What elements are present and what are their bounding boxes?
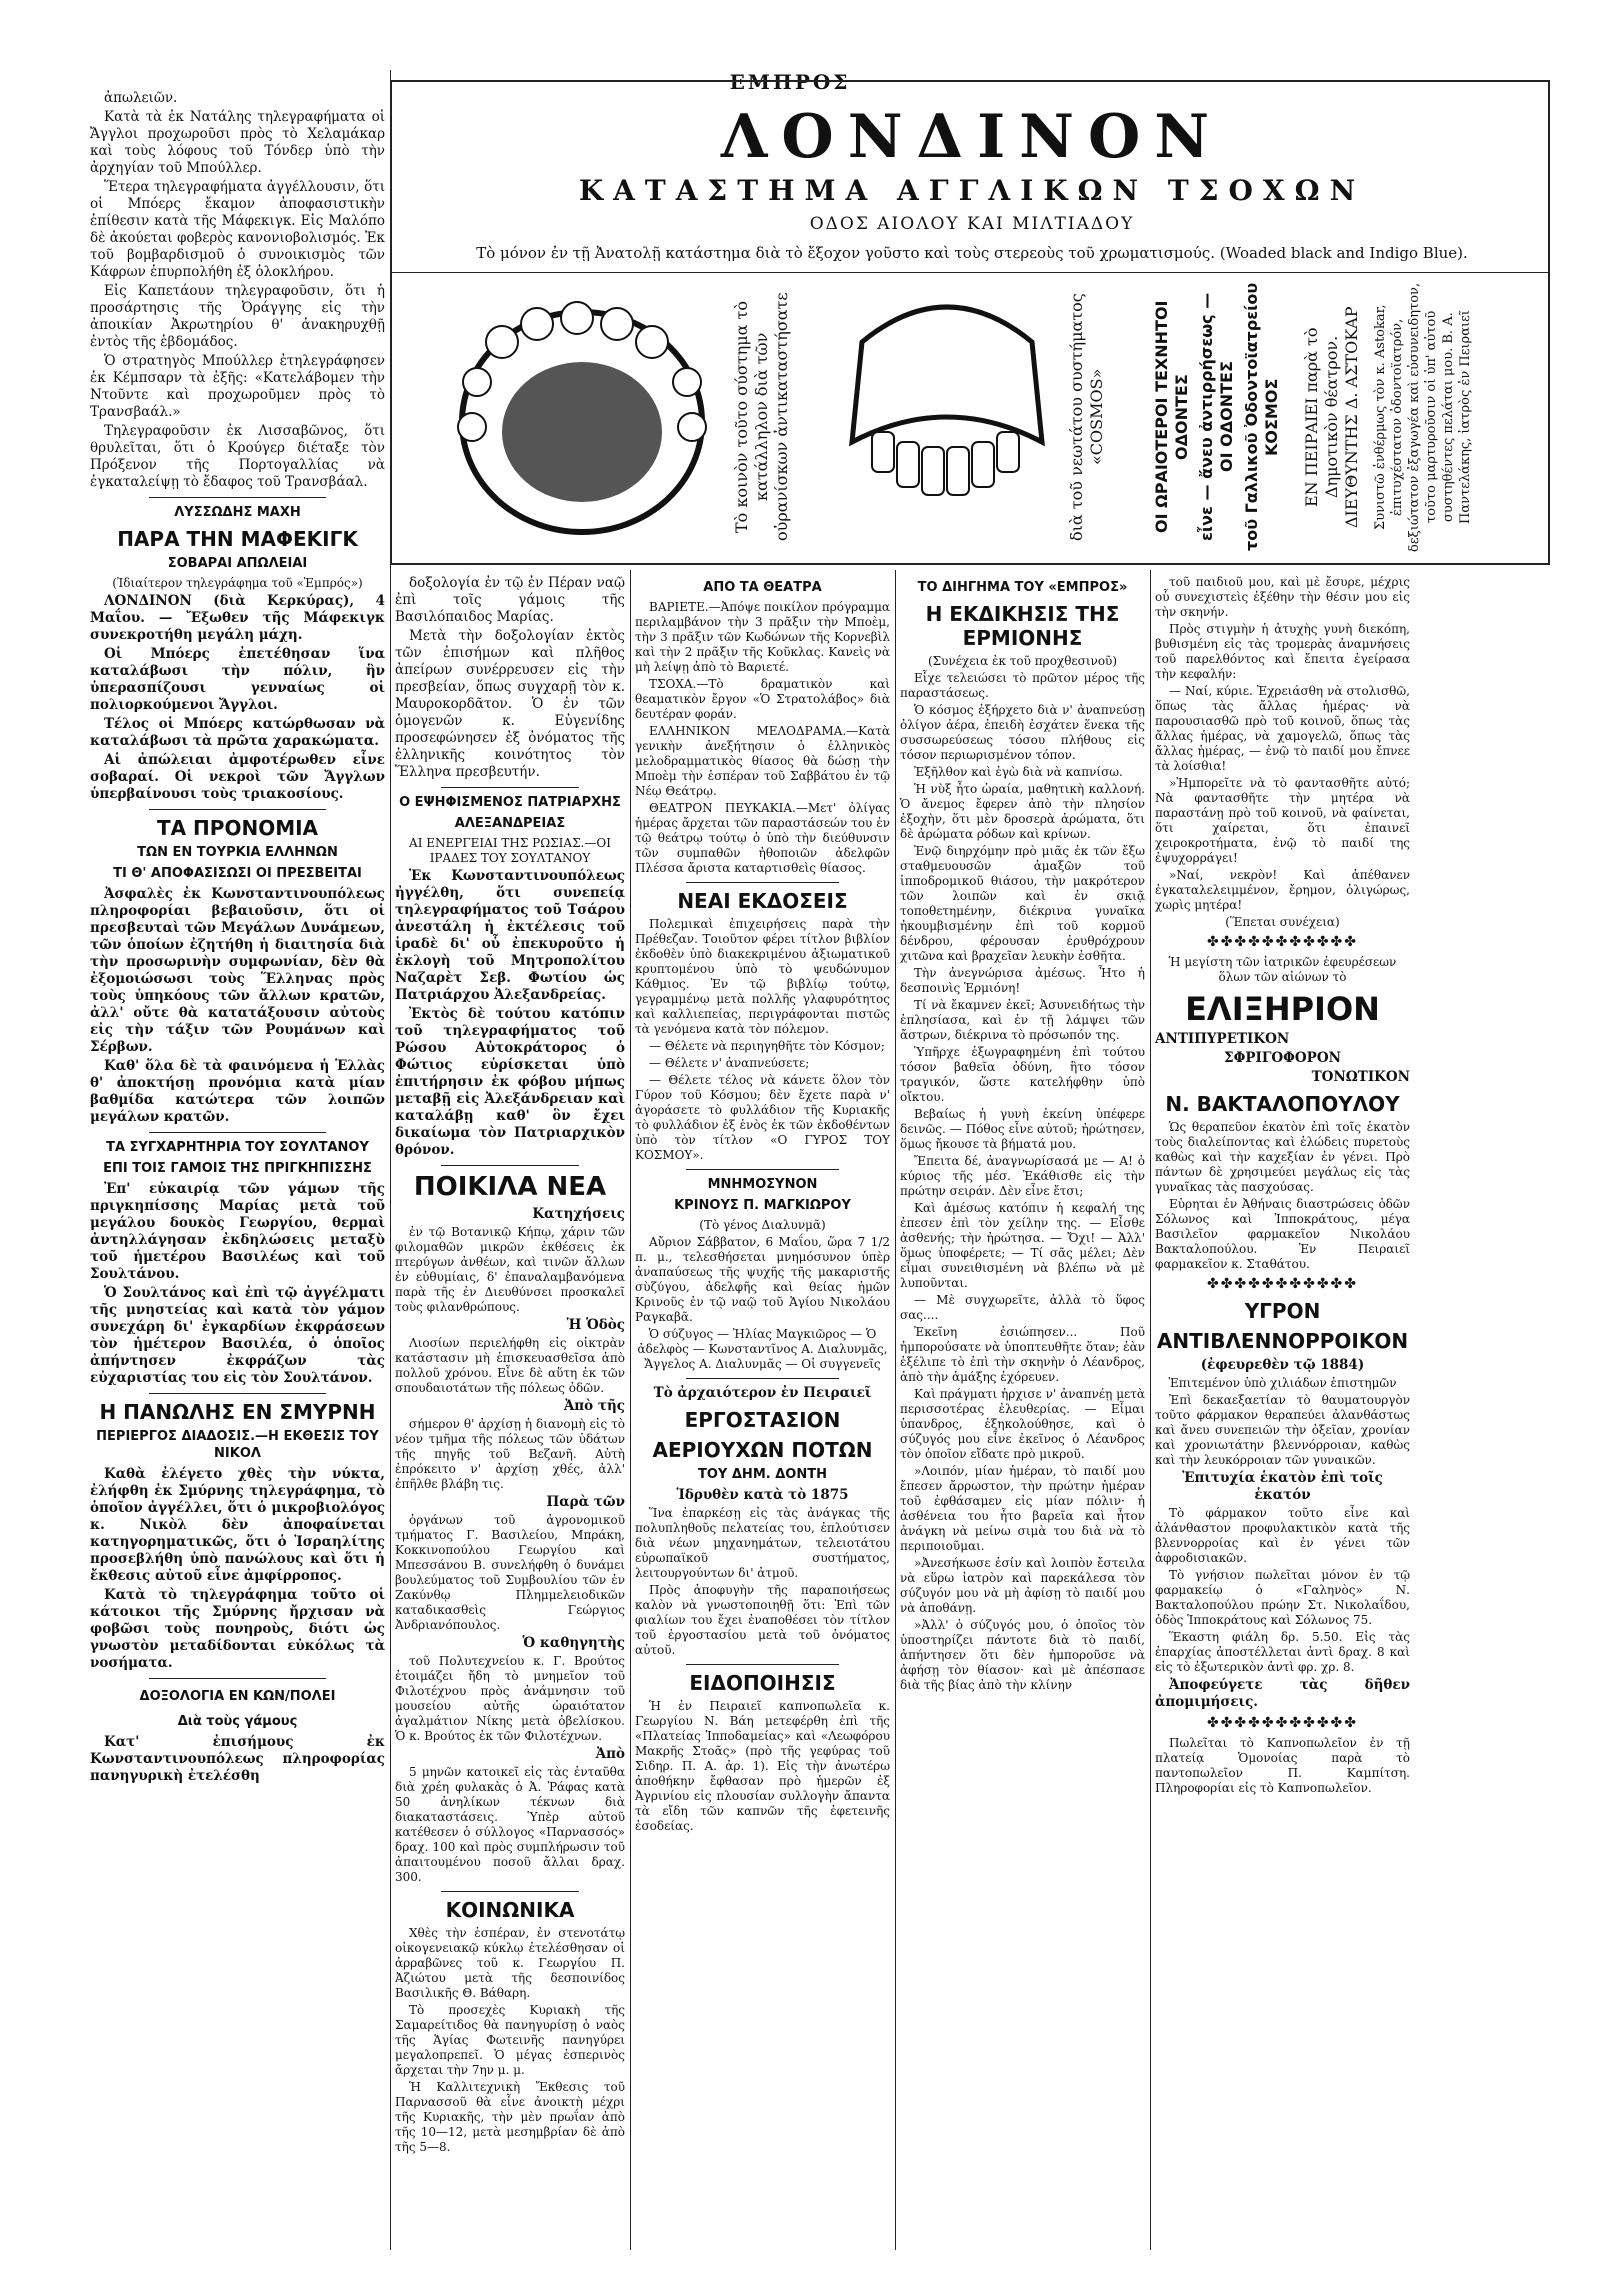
col3-p6: — Θέλετε νὰ περιηγηθῆτε τὸν Κόσμον; [649, 1039, 885, 1053]
col2-p7: σήμερον θ' ἀρχίσῃ ἡ διανομὴ εἰς τὸ νέον τμῆμα τῆς πόλεως τῶν ὑδάτων τῆς πηγῆς τοῦ Βεζανῆ. Αὐτὴ ἐπρόκειτο ν' ἀρχίσῃ χθές, ἀλλ' ἐπῆλθε βλάβη τις. [395, 1417, 625, 1491]
sub-heading-6: Ἀπὸ [595, 1746, 625, 1762]
heading-pronomia-3: ΤΙ Θ' ΑΠΟΦΑΣΙΣΩΣΙ ΟΙ ΠΡΕΣΒΕΙΤΑΙ [113, 866, 362, 881]
sub-heading-1: Κατηχήσεις [532, 1206, 625, 1222]
story-continued: (Συνέχεια ἐκ τοῦ προχθεσινοῦ) [927, 654, 1118, 668]
heading-nees-ekdoseis: ΝΕΑΙ ΕΚΔΟΣΕΙΣ [677, 889, 848, 913]
heading-diigima: ΤΟ ΔΙΗΓΗΜΑ ΤΟΥ «ΕΜΠΡΟΣ» [917, 580, 1128, 595]
separator [686, 882, 839, 883]
col3-p7: — Θέλετε ν' ἀναπνεύσετε; [649, 1056, 810, 1070]
col2-p6: Λιοσίων περιελήφθη εἰς οἰκτρὰν κατάστασιν μὴ ἐπισκευασθεῖσα ἀπὸ πολλοῦ χρόνου. Εἶνε δὲ αὕτη ἐκ τῶν σπουδαιοτάτων τῆς πόλεως ὁδῶν. [395, 1336, 625, 1395]
col5-p9: Ἐπὶ δεκαεξαετίαν τὸ θαυματουργὸν τοῦτο φάρμακον θεραπεύει ἀλανθάστως καὶ ἄνευ συνεπειῶν τὴν ὀξεῖαν, χρονίαν καὶ χρονιωτάτην βλεννόρροιαν, καθὼς καὶ τὴν λευκόρροιαν τῶν γυναικῶν. [1155, 1393, 1410, 1467]
separator [149, 1678, 326, 1679]
column-rule [630, 570, 631, 2250]
heading-ergostasion-5: Ἱδρυθὲν κατὰ τὸ 1875 [676, 1487, 849, 1503]
col5-p4: »Ἠμπορεῖτε νὰ τὸ φαντασθῆτε αὐτό; Νὰ φαντασθῆτε τὴν μητέρα νὰ παραστάνῃ πρὸ τοῦ κοινοῦ, νὰ φαίνεται, ὅτι χαίρεται, ὅτι ἐπαινεῖ χειροκροτήματα, ἐνῷ τὸ παιδί της ἐψυχορράγει! [1155, 776, 1410, 865]
elixirion-intro: Ἡ μεγίστη τῶν ἰατρικῶν ἐφευρέσεων ὅλων τῶν αἰώνων τὸ [1168, 955, 1397, 984]
col4-p12: — Μὲ συγχωρεῖτε, ἀλλὰ τὸ ὕφος σας.... [900, 1293, 1145, 1322]
col3-p8: — Θέλετε τέλος νὰ κάνετε ὅλον τὸν Γύρον τοῦ Κόσμου; δὲν ἔχετε παρὰ ν' ἀγοράσετε τὸ φυλλάδιον τῆς Κυριακῆς τὸ φυλλάδιον ἐξ ἑνὸς ἐκ τῶν ἐκδοθέντων ὑπὸ τὸν τίτλον «Ο ΓΥΡΟΣ ΤΟΥ ΚΟΣΜΟΥ». [635, 1073, 890, 1162]
column-5 [1155, 575, 1410, 2250]
separator [686, 1378, 839, 1379]
col4-p2: Ὁ κόσμος ἐξήρχετο διὰ ν' ἀναπνεύσῃ ὀλίγον ἀέρα, ἐπειδὴ ἐσχάτεν ἕνεκα τῆς συσσωρεύσεως τόσου πλήθους εἰς τόσον περιωρισμένον τόπον. [900, 703, 1145, 762]
newspaper-page [90, 70, 1550, 2250]
separator [149, 497, 326, 498]
heading-mache-1: ΛΥΣΣΩΔΗΣ ΜΑΧΗ [174, 505, 301, 520]
col1-p4: Εἰς Καπετάουν τηλεγραφοῦσιν, ὅτι ἡ προσάρτησις τῆς Ὀράγγης εἰς τὴν ἀποικίαν Ἀκρωτηρίου θ' ἀνακηρυχθῇ ἐντὸς τῆς ἑβδομάδος. [90, 283, 385, 350]
dental-text-4: εἶνε — ἄνευ ἀντιρρήσεως — ΟΙ ΟΔΟΝΤΕΣ [1197, 292, 1236, 542]
col1-p6: Τηλεγραφοῦσιν ἐκ Λισσαβῶνος, ὅτι θρυλεῖται, ὅτι ὁ Κρούγερ διέταξε τὸν Πρόξενον τῆς Πορτογαλλίας νὰ ἐγκαταλείψῃ τὸ ἔδαφος τοῦ Τρανσβάαλ. [90, 423, 385, 490]
col2-p11: Χθὲς τὴν ἑσπέραν, ἐν στενοτάτῳ οἰκογενειακῷ κύκλῳ ἐτελέσθησαν οἱ ἀρραβῶνες τοῦ κ. Γεωργίου Π. Ἀζιώτου μετὰ τῆς δεσποινίδος Βασιλικῆς Θ. Βάθαρη. [395, 1926, 625, 2000]
heading-ergostasion-4: ΤΟΥ ΔΗΜ. ΔΟΝΤΗ [698, 1467, 827, 1482]
heading-mache-3: ΣΟΒΑΡΑΙ ΑΠΩΛΕΙΑΙ [167, 556, 308, 571]
col2-p2: Μετὰ τὴν δοξολογίαν ἐκτὸς τῶν ἐπισήμων καὶ πλῆθος ἀπείρων συνέρρευσεν εἰς τὴν πρεσβείαν, ὅπως συγχαρῇ τὸν κ. Μαυροκορδᾶτον. Ὁ ἐν τῶν ὁμογενῶν κ. Εὐγενίδης προσεφώνησεν ἐξ ὀνόματος τῆς ἑλληνικῆς κοινότητος τὸν Ἕλληνα πρεσβευτήν. [395, 628, 625, 780]
advert-subtitle: ΚΑΤΑΣΤΗΜΑ ΑΓΓΛΙΚΩΝ ΤΣΟΧΩΝ [578, 174, 1366, 207]
col1-p2: Κατὰ τὰ ἐκ Νατάλης τηλεγραφήματα οἱ Ἄγγλοι προχωροῦσι πρὸς τὸ Χελαμάκαρ καὶ τοὺς λόφους τοῦ Τόνδερ ὑπὸ τὴν ἀρχηγίαν τοῦ Μπούλλερ. [90, 109, 385, 176]
col1-p8: Οἱ Μπόερς ἐπετέθησαν ἵνα καταλάβωσι τὴν πόλιν, ἣν ὑπερασπίζουσι γενναίως οἱ πολιορκούμενοι Ἄγγλοι. [90, 646, 385, 713]
col3-p4: ΘΕΑΤΡΟΝ ΠΕΥΚΑΚΙΑ.—Μετ' ὀλίγας ἡμέρας ἄρχεται τῶν παραστάσεών του ἐν τῷ θεάτρῳ τούτῳ ὁ ὑπὸ τὴν διεύθυνσιν τῶν συμπαθῶν ἠθοποιῶν ἀδελφῶν Πλέσσα ἄριστα καταρτισθεὶς θίασος. [635, 801, 890, 875]
column-4 [900, 575, 1145, 2250]
ygron-title: ΥΓΡΟΝ [1244, 1299, 1321, 1323]
ornament-border: ✤✤✤✤✤✤✤✤✤✤✤ [1206, 1715, 1359, 1731]
col5-p1: τοῦ παιδιοῦ μου, καὶ μὲ ἔσυρε, μέχρις οὗ συνεχιστεὶς ἐξέθην τὴν θέσιν μου εἰς τὴν σκηνήν. [1155, 575, 1410, 619]
col5-p10: Ἐπιτυχία ἑκατὸν ἐπὶ τοῖς ἑκατόν [1182, 1470, 1383, 1503]
story-title: Η ΕΚΔΙΚΗΣΙΣ ΤΗΣ ΕΡΜΙΟΝΗΣ [925, 602, 1120, 650]
col4-p5: Ἐνῷ διηρχόμην πρὸ μιᾶς ἐκ τῶν ἔξω σταθμευουσῶν ἁμαξῶν τοῦ ἱπποδρομικοῦ θιάσου, τὴν μακρότερον τῶν λοιπῶν καὶ ἐν σκιᾷ τοποθετημένην, διέκρινα γυναῖκα ἠκουμβισμένην ἐπὶ τοῦ κορμοῦ δένδρου, φέρουσαν ἐρυθρόχρουν χιτῶνα καὶ βραχεῖαν λευκὴν ἐσθῆτα. [900, 844, 1145, 963]
separator [149, 1393, 326, 1394]
col2-p8: ὀργάνων τοῦ ἀγρονομικοῦ τμήματος Γ. Βασιλείου, Μπράκη, Κοκκινοπούλου Γεωργίου καὶ Μπεσσάνου Β. συνελήφθη ὁ δυνάμει βουλεύματος τοῦ Συμβουλίου τῶν ἐν Ζακύνθῳ Πλημμελειοδικῶν καταδικασθεὶς Γεώργιος Ἀνδριανόπουλος. [395, 1513, 625, 1632]
col1-p10: Αἱ ἀπώλειαι ἀμφοτέρωθεν εἶνε σοβαραί. Οἱ νεκροὶ τῶν Ἄγγλων ὑπερβαίνουσι τοὺς τριακοσίους. [90, 752, 385, 802]
heading-patriarch-3: ΑΙ ΕΝΕΡΓΕΙΑΙ ΤΗΣ ΡΩΣΙΑΣ.—ΟΙ ΙΡΑΔΕΣ ΤΟΥ ΣΟΥΛΤΑΝΟΥ [409, 836, 611, 865]
col5-p6: (Ἕπεται συνέχεια) [1225, 915, 1340, 929]
col5-p14: Ἀποφεύγετε τὰς δῆθεν ἀπομιμήσεις. [1155, 1677, 1410, 1710]
column-1 [90, 90, 385, 2250]
col2-p13: Ἡ Καλλιτεχνικὴ Ἔκθεσις τοῦ Παρνασσοῦ θὰ εἶνε ἀνοικτὴ μέχρι τῆς Κυριακῆς, τὴν μὲν πρωΐαν ἀπὸ τῆς 10—12, μετὰ μεσημβρίαν δὲ ἀπὸ τῆς 5—8. [395, 2080, 625, 2154]
col5-p5: »Ναί, νεκρὸν! Καὶ ἀπέθανεν ἐγκαταλελειμμένον, ἔρημον, ὀλιγώρως, χωρὶς μητέρα! [1155, 868, 1410, 912]
heading-pronomia-2: ΤΩΝ ΕΝ ΤΟΥΡΚΙΑ ΕΛΛΗΝΩΝ [137, 845, 338, 860]
col2-p1: δοξολογία ἐν τῷ ἐν Πέραν ναῷ ἐπὶ τοῖς γάμοις τῆς Βασιλόπαιδος Μαρίας. [395, 575, 625, 625]
dental-text-1: Τὸ κοινὸν τοῦτο σύστημα τὸ κατάλληλον διὰ τῶν οὐρανίσκων ἀντικαταστήσατε [732, 292, 791, 542]
ygron-sub: ΑΝΤΙΒΛΕΝΝΟΡΡΟΙΚΟΝ [1156, 1329, 1409, 1353]
col3-p3: ΕΛΛΗΝΙΚΟΝ ΜΕΛΟΔΡΑΜΑ.—Κατὰ γενικὴν ἀνεξήτησιν ὁ ἑλληνικὸς μελοδραμματικὸς θίασος θὰ δώσῃ τὴν Μποὲμ τὴν ἑσπέραν τοῦ Σαββάτου ἐν τῷ Νέῳ Θεάτρῳ. [635, 724, 890, 798]
heading-doxologia-2: Διὰ τοὺς γάμους [177, 1714, 298, 1729]
col1-p16: Κατὰ τὸ τηλεγράφημα τοῦτο οἱ κάτοικοι τῆς Σμύρνης ἤρχισαν νὰ φοβῶσι τοὺς πονηροὺς, διότι ὡς γνωστὸν μεταδίδονται εὐκόλως τὰ νοσήματα. [90, 1587, 385, 1671]
column-rule [1150, 570, 1151, 2250]
col2-p5: ἐν τῷ Βοτανικῷ Κήπῳ, χάριν τῶν φιλομαθῶν μικρῶν ἐκθέσεις ἐκ πτερύγων ἀνθέων, καὶ τινῶν ἄλλων ἐν εὐθυμίαις, δ' ἐπαναλαμβανόμενα παρὰ τῆς ἐν Διευθύνσει προσκαλεῖ τοὺς φιλανθρώπους. [395, 1225, 625, 1314]
masthead: ΕΜΠΡΟΣ [729, 70, 851, 94]
denture-image-old [432, 282, 732, 552]
col5-p2: Πρὸς στιγμὴν ἡ ἀτυχὴς γυνὴ διεκόπη, βυθισμένη εἰς τὰς τρομερὰς ἀναμνήσεις τοῦ παρελθόντος καὶ ἔπειτα ἐγείρασα τὴν κεφαλήν: [1155, 622, 1410, 681]
ornament-border: ✤✤✤✤✤✤✤✤✤✤✤ [1206, 1276, 1359, 1292]
heading-mnimosynon-3: (Τὸ γένος Διαλυνμᾶ) [699, 1218, 826, 1232]
col5-p11: Τὸ φάρμακον τοῦτο εἶνε καὶ ἀλάνθαστον προφυλακτικὸν κατὰ τῆς βλεννορροίας καὶ ἐν γένει τῶν ἀφροδισιακῶν. [1155, 1506, 1410, 1565]
ygron-year: (ἐφευρεθὲν τῷ 1884) [1200, 1357, 1365, 1373]
heading-ergostasion-1: Τὸ ἀρχαιότερον ἐν Πειραιεῖ [653, 1385, 872, 1401]
col5-p3: — Ναί, κύριε. Ἐχρειάσθη νὰ στολισθῶ, ὅπως τὰς ἄλλας ἡμέρας· νὰ παρουσιασθῶ πρὸ τοῦ κοινοῦ, ὅπως τὰς ἄλλας ἡμέρας, νὰ χαμογελῶ, ὅπως τὰς ἄλλας ἡμέρας, — ἐνῷ τὸ παιδί μου ἔπνεε τὰ λοίσθια! [1155, 684, 1410, 773]
col1-p5: Ὁ στρατηγὸς Μπούλλερ ἐτηλεγράφησεν ἐκ Κέμπσαρν τὰ ἑξῆς: «Κατελάβομεν τὴν Ντοῦντε καὶ προχωροῦμεν πρὸς τὸ Τρανσβαάλ.» [90, 353, 385, 420]
heading-mnimosynon-1: ΜΝΗΜΟΣΥΝΟΝ [707, 1177, 818, 1192]
col5-p13: Ἕκαστη φιάλη δρ. 5.50. Εἰς τὰς ἐπαρχίας ἀποστέλλεται ἀντὶ δραχ. 8 καὶ εἰς τὸ ἐξωτερικὸν ἀντὶ φρ. χρ. 8. [1155, 1630, 1410, 1674]
separator [441, 1165, 579, 1166]
sub-heading-3: Ἀπὸ τῆς [563, 1398, 625, 1414]
separator [686, 1664, 839, 1665]
heading-mnimosynon-2: ΚΡΙΝΟΥΣ Π. ΜΑΓΚΙΩΡΟΥ [674, 1198, 851, 1213]
col5-p8: Εὑρηται ἐν Ἀθήναις διαστρώσεις ὁδῶν Σόλωνος καὶ Ἱπποκράτους, μέγα Βασιλεῖον φαρμακεῖον Νικολάου Βακταλοπούλου. Ἐν Πειραιεῖ φαρμακεῖον κ. Σταθάτου. [1155, 1197, 1410, 1271]
column-2 [395, 575, 625, 2250]
heading-syg-2: ΕΠΙ ΤΟΙΣ ΓΑΜΟΙΣ ΤΗΣ ΠΡΙΓΚΗΠΙΣΣΗΣ [103, 1161, 372, 1176]
elixirion-sub-3: ΤΟΝΩΤΙΚΟΝ [1311, 1069, 1410, 1085]
col4-p8: Ὑπῆρχε ἐξωγραφημένη ἐπὶ τούτου τόσον βαθεῖα ὀδύνη, ἣτο τόσον τραγικόν, ὥστε κατελήφθην ὑπὸ οἴκτου. [900, 1045, 1145, 1104]
col3-p11: Ἵνα ἐπαρκέσῃ εἰς τὰς ἀνάγκας τῆς πολυπληθοῦς πελατείας του, ἐπλούτισεν διὰ νέων μηχανημάτων, τελειοτάτου εὐρωπαϊκοῦ συστήματος, λειτουργούντων δι' ἀτμοῦ. [635, 1506, 890, 1580]
col1-p15: Καθὰ ἐλέγετο χθὲς τὴν νύκτα, ἐλήφθη ἐκ Σμύρνης τηλεγράφημα, τὸ ὁποῖον ἀγγέλλει, ὅτι ὁ μικροβιολόγος κ. Νικὸλ δὲν ἀποφαίνεται κατηγορηματικῶς, ὅτι ὁ Ἰσραηλίτης προσεβλήθη ὑπὸ πανώλους καὶ ὅτι ἡ ἔκθεσις αὐτοῦ εἶνε ἀμφίρροπος. [90, 1466, 385, 1584]
heading-pronomia-1: ΤΑ ΠΡΟΝΟΜΙΑ [156, 816, 319, 840]
sub-heading-2: Ἡ Ὁδὸς [566, 1317, 625, 1333]
heading-poikila: ΠΟΙΚΙΛΑ ΝΕΑ [413, 1172, 607, 1202]
col2-p9: τοῦ Πολυτεχνείου κ. Γ. Βρούτος ἐτοιμάζει ἤδη τὸ μνημεῖον τοῦ Φιλοτέχνου πρὸς ἀνάμνησιν τοῦ μουσείου αὐτῆς ὡραιότατον ἀγαλμάτιον Νίκης μετὰ ὁβελίσκου. Ὁ κ. Βρούτος ἐκ τῶν Φιλοτέχνων. [395, 1654, 625, 1743]
heading-syg-1: ΤΑ ΣΥΓΧΑΡΗΤΗΡΙΑ ΤΟΥ ΣΟΥΛΤΑΝΟΥ [106, 1140, 369, 1155]
col2-p12: Τὸ προσεχὲς Κυριακὴ τῆς Σαμαρείτιδος θὰ πανηγυρίσῃ ὁ ναὸς τῆς Ἁγίας Φωτεινῆς πανηγύρει μεγαλοπρεπεῖ. Ὁ μέγας ἑσπερινὸς ἄρχεται τὴν 7ην μ. μ. [395, 2003, 625, 2077]
col3-p10: Ὁ σύζυγος — Ἠλίας Μαγκιῶρος — Ὁ ἀδελφὸς — Κωνσταντῖνος Α. Διαλυνμᾶς, Ἄγγελος Α. Διαλυνμᾶς — Οἱ συγγενεῖς [637, 1327, 888, 1371]
col2-p4: Ἐκτὸς δὲ τούτου κατόπιν τοῦ τηλεγραφήματος τοῦ Ρώσου Αὐτοκράτορος ὁ Φώτιος εὑρίσκεται ὑπὸ ἐπιτήρησιν ἐκ φόβου μήπως μεταβῇ εἰς Ἀλεξάνδρειαν καὶ καταλάβῃ καθ' ὃν ἔχει δικαίωμα τὸν Πατριαρχικὸν θρόνον. [395, 1006, 625, 1158]
col4-p1: Εἶχε τελειώσει τὸ πρῶτον μέρος τῆς παραστάσεως. [900, 671, 1145, 700]
heading-eidopoiisis: ΕΙΔΟΠΟΙΗΣΙΣ [689, 1671, 836, 1695]
separator [149, 809, 326, 810]
col1-p17: Κατ' ἐπισήμους ἐκ Κωνσταντινουπόλεως πληροφορίας πανηγυρικὴ ἐτελέσθη [90, 1734, 385, 1784]
col2-p10: 5 μηνῶν κατοικεῖ εἰς τὰς ἐνταῦθα διὰ χρέη φυλακὰς ὁ Ἀ. Ῥάφας κατὰ 50 ἀνηλίκων τέκνων διὰ διακαταστάσεις. Ὑπὲρ αὐτοῦ κατέθεσεν ὁ σύλλογος «Παρνασσός» δραχ. 100 καὶ πρὸς συμπλήρωσιν τοῦ ἀπαιτουμένου ποσοῦ ἄλλαι δραχ. 300. [395, 1765, 625, 1884]
column-rule [895, 570, 896, 2250]
elixirion-sub-2: ΣΦΡΙΓΟΦΟΡΟΝ [1224, 1050, 1341, 1066]
heading-panolis-2: ΠΕΡΙΕΡΓΟΣ ΔΙΑΔΟΣΙΣ.—Η ΕΚΘΕΣΙΣ ΤΟΥ ΝΙΚΟΛ [96, 1429, 379, 1461]
col4-p14: Καὶ πράγματι ἠρχισε ν' ἀναπνέῃ μετὰ περισσοτέρας ἐλευθερίας. — Εἶμαι ὑπανδρος, ἐξηκολούθησε, καὶ ὁ σύζυγός μου εἶνε ἐκεῖνος ὁ Λέανδρος τὸν ὁποῖον εἴδατε πρὸ μικροῦ. [900, 1387, 1145, 1461]
col4-p15: »Λοιπόν, μίαν ἡμέραν, τὸ παιδί μου ἔπεσεν ἄρρωστον, τὴν πρώτην ἡμέραν τοῦ ἐφθάσαμεν εἰς μίαν πόλιν· ἡ ἀσθένεια του ἦτο βαρεῖα καὶ ἦτον ἀνάγκη νὰ μείνω σιμὰ του διὰ νὰ τὸ περιποιοῦμαι. [900, 1464, 1145, 1553]
column-3 [635, 575, 890, 2250]
advert-londinon [390, 80, 1550, 565]
elixirion-title: ΕΛΙΞΗΡΙΟΝ [1185, 990, 1380, 1028]
heading-patriarch-2: ΑΛΕΞΑΝΔΡΕΙΑΣ [454, 816, 566, 831]
heading-ergostasion-2: ΕΡΓΟΣΤΑΣΙΟΝ [684, 1408, 841, 1432]
col1-p3: Ἕτερα τηλεγραφήματα ἀγγέλλουσιν, ὅτι οἱ Μπόερς ἔκαμον ἀποφασιστικὴν ἐπίθεσιν κατὰ τῆς Μάφεκιγκ. Εἰς Μαλόπο δὲ ἀκούεται φοβερὸς κανονιοβολισμός. Ἐκ τοῦ βομβαρδισμοῦ ὁ συνοικισμὸς τῶν Κάφρων ἐπυρπολήθη ἐξ ὁλοκλήρου. [90, 179, 385, 280]
col1-p9: Τέλος οἱ Μπόερς κατώρθωσαν νὰ καταλάβωσι τὰ πρῶτα χαρακώματα. [90, 716, 385, 749]
col5-p15: Πωλεῖται τὸ Καπνοπωλεῖον ἐν τῇ πλατείᾳ Ὁμονοίας παρὰ τὸ παντοπωλεῖον Π. Καμπίτση. Πληροφορίαι εἰς τὸ Καπνοπωλεῖον. [1155, 1736, 1410, 1795]
col4-p9: Βεβαίως ἡ γυνὴ ἐκείνη ὑπέφερε δεινῶς. — Πόθος εἶνε αὐτοῦ; ἠρώτησεν, ὅμως ἤκουσε τὰ βήματά μου. [900, 1107, 1145, 1151]
col4-p16: »Ἀνεσήκωσε ἐσίν καὶ λοιπὸν ἔστειλα νὰ εὕρω ἰατρὸν καὶ παρεκάλεσα τὸν σύζυγόν μου νὰ μὴ ἀφίσῃ τὸ παιδί μου νὰ ἀποθάνῃ. [900, 1556, 1145, 1615]
advert-description: Τὸ μόνον ἐν τῇ Ἀνατολῇ κατάστημα διὰ τὸ ἔξοχον γοῦστο καὶ τοὺς στερεοὺς τοῦ χρωματισμούς. (Woaded black and Indigo Blue). [476, 244, 1468, 262]
col4-p7: Τί νὰ ἔκαμνεν ἐκεῖ; Ἀσυνειδήτως τὴν ἐπλησίασα, καὶ ἐν τῇ λάμψει τῶν ἄστρων, διέκρινα τὸ πρόσωπόν της. [900, 998, 1145, 1042]
col1-p7: ΛΟΝΔΙΝΟΝ (διὰ Κερκύρας), 4 Μαΐου. — Ἔξωθεν τῆς Μάφεκιγκ συνεκροτήθη μεγάλη μάχη. [90, 593, 385, 643]
col1-p1: ἀπωλειῶν. [104, 90, 178, 106]
col3-p12: Πρὸς ἀποφυγὴν τῆς παραποιήσεως καλὸν νὰ γνωστοποιηθῇ ὅτι: Ἐπὶ τῶν φιαλίων του ἔχει ἐναποθέσει τὸν τίτλον τοῦ ἐργοστασίου μετὰ τοῦ ὀνόματος αὐτοῦ. [635, 1583, 890, 1657]
heading-panolis-1: Η ΠΑΝΩΛΗΣ ΕΝ ΣΜΥΡΝΗ [99, 1400, 376, 1424]
col4-p3: Ἐξῆλθον καὶ ἐγὼ διὰ νὰ καπνίσω. [914, 765, 1123, 779]
heading-doxologia: ΔΟΞΟΛΟΓΙΑ ΕΝ ΚΩΝ/ΠΟΛΕΙ [139, 1689, 336, 1704]
dental-text-6: ΕΝ ΠΕΙΡΑΙΕΙ παρὰ τὸ Δημοτικὸν θέατρον. ΔΙΕΥΘΥΝΤΗΣ Δ. ΑΣΤΟΚΑΡ [1302, 306, 1361, 528]
denture-image-cosmos [832, 282, 1062, 552]
sub-heading-5: Ὁ καθηγητὴς [522, 1635, 625, 1651]
dental-text-2: διὰ τοῦ νεωτάτου συστήματος «COSMOS» [1067, 293, 1106, 541]
separator [441, 1891, 579, 1892]
col3-p13: Ἡ ἐν Πειραιεῖ καπνοπωλεῖα κ. Γεωργίου Ν. Βάη μετεφέρθη ἐπὶ τῆς «Πλατείας Ἱπποδαμείας» καὶ «Λεωφόρου Μακρῆς Στοᾶς» (πρὸ τῆς γεφύρας τοῦ Σιδηρ. Π. Α. ἀρ. 1). Εἰς τὴν ἀνωτέρω ἀποθήκην ἔφθασαν πρὸ ἡμερῶν ἐξ Ἀγρινίου εἰς πλουσίαν συλλογὴν ἄπαντα τὰ εἴδη τῶν καπνῶν τῆς ἐφετεινῆς ἐσοδείας. [635, 1699, 890, 1833]
ornament-border: ✤✤✤✤✤✤✤✤✤✤✤ [1206, 934, 1359, 950]
separator [149, 1132, 326, 1133]
elixirion-name: Ν. ΒΑΚΤΑΛΟΠΟΥΛΟΥ [1165, 1092, 1400, 1116]
dental-text-5: τοῦ Γαλλικοῦ Ὀδοντοϊατρείου ΚΟΣΜΟΣ [1242, 282, 1281, 552]
col2-p3: Ἐκ Κωνσταντινουπόλεως ἠγγέλθη, ὅτι συνεπείᾳ τηλεγραφήματος τοῦ Τσάρου ἀνεστάλη ἡ ἐκτέλεσις τοῦ ἰραδὲ δι' οὗ ἐπεκυροῦτο ἡ ἐκλογὴ τοῦ Μητροπολίτου Ναζαρὲτ Σεβ. Φωτίου ὡς Πατριάρχου Ἀλεξανδρείας. [395, 868, 625, 1003]
col1-p14: Ὁ Σουλτάνος καὶ ἐπὶ τῷ ἀγγέλματι τῆς μνηστείας καὶ κατὰ τὸν γάμον συνεχάρη δι' ἐγκαρδίων ἐκφράσεων τὸν ἡμέτερον Βασιλέα, ὁ ὁποῖος ἀπήντησεν ἐκφράζων τὰς εὐχαριστίας του εἰς τὸν Σουλτάνον. [90, 1285, 385, 1386]
heading-ergostasion-3: ΑΕΡΙΟΥΧΩΝ ΠΟΤΩΝ [652, 1438, 873, 1462]
col1-p12: Καθ' ὅλα δὲ τὰ φαινόμενα ἡ Ἑλλὰς θ' ἀποκτήσῃ προνόμια κατὰ μίαν βαθμίδα κατώτερα τῶν λοιπῶν μεγάλων κρατῶν. [90, 1058, 385, 1125]
col3-p2: ΤΣΟΧΑ.—Τὸ δραματικὸν καὶ θεαματικὸν ἔργον «Ὁ Στρατολάβος» διὰ δευτέραν φοράν. [635, 677, 890, 721]
heading-patriarch-1: Ο ΕΨΗΦΙΣΜΕΝΟΣ ΠΑΤΡΙΑΡΧΗΣ [399, 795, 621, 810]
heading-theatra: ΑΠΟ ΤΑ ΘΕΑΤΡΑ [703, 580, 822, 595]
heading-mache-2: ΠΑΡΑ ΤΗΝ ΜΑΦΕΚΙΓΚ [117, 527, 358, 551]
col5-p7: Ὡς θεραπεῦον ἑκατὸν ἐπὶ τοῖς ἑκατὸν τοὺς διαλείποντας καὶ ἑλώδεις πυρετοὺς καθὼς καὶ τὴν καχεξίαν ἐν γένει. Πρὸ πάντων δὲ χρησιμεύει μεγάλως εἰς τὰς γυναῖκας τὰς πασχούσας. [1155, 1120, 1410, 1194]
advert-address: ΟΔΟΣ ΑΙΟΛΟΥ ΚΑΙ ΜΙΛΤΙΑΔΟΥ [809, 214, 1135, 234]
col4-p4: Ἡ νὺξ ἦτο ὡραία, μαθητικὴ καλλονή. Ὁ ἄνεμος ἔφερεν ἀπὸ τὴν πλησίον ἐξοχὴν, ὅτι μὲν δροσερὰ ἀρώματα, ὅτι δὲ ἀρώματα ρόδων καὶ κρίνων. [900, 782, 1145, 841]
heading-koinonika: ΚΟΙΝΩΝΙΚΑ [445, 1898, 575, 1922]
col3-p9: Αὔριον Σάββατον, 6 Μαΐου, ὥρα 7 1/2 π. μ., τελεσθήσεται μνημόσυνον ὑπὲρ ἀναπαύσεως τῆς ψυχῆς τῆς μακαριστῆς σὺζύγου, ἀδελφῆς καὶ θείας ἡμῶν Κρινοῦς ἐν τῷ ναῷ τοῦ Ἁγίου Νικολάου Ραγκαβᾶ. [635, 1235, 890, 1324]
heading-mache-4: (Ἰδιαίτερον τηλεγράφημα τοῦ «Ἐμπρός») [112, 576, 363, 590]
ygron-note: Ἐπιτεμένον ὑπὸ χιλιάδων ἐπιστημῶν [1168, 1376, 1397, 1390]
col5-p12: Τὸ γνήσιον πωλεῖται μόνον ἐν τῷ φαρμακείῳ ὁ «Γαληνὸς» Ν. Βακταλοπούλου πρώην Στ. Νικολαΐδου, ὁδὸς Ἱπποκράτους καὶ Σόλωνος 75. [1155, 1568, 1410, 1627]
col3-p1: ΒΑΡΙΕΤΕ.—Ἀπόψε ποικίλον πρόγραμμα περιλαμβάνον τὴν 3 πρᾶξιν τὴν Μποὲμ, τὴν 3 πρᾶξιν τῶν Κωδώνων τῆς Κορνεβὶλ καὶ τὴν 2 πρᾶξιν τῆς Κοῦκλας. Κανεὶς νὰ μὴ λείψῃ ἀπὸ τὸ Βαριετέ. [635, 600, 890, 674]
advert-title: ΛΟΝΔΙΝΟΝ [720, 102, 1224, 172]
col4-p11: Καὶ ἀμέσως κατόπιν ἡ κεφαλή της ἐπεσεν ἐπὶ τὸν χείλην της. — Εἶσθε ἀσθενής; τὴν ἠρώτησα. — Ὄχι! — Ἀλλ' ὅμως ὑποφέρετε; — Τί σᾶς μέλει; Δὲν εἶμαι συνειθισμένη νὰ βλέπω νὰ μὲ λυποῦνται. [900, 1201, 1145, 1290]
col4-p13: Ἐκεῖνη ἐσιώπησεν... Ποῦ ἠμπορούσατε νὰ ὑποπτευθῆτε ὅταν; ἐὰν ἐξέλιπε τὸ ἐπὶ τὴν σκηνὴν ὁ Λέανδρος, ἀπὸ τὴν ἁμάξης ἐχόρευεν. [900, 1325, 1145, 1384]
dental-text-7: Συνιστῶ ἐνθέρμως τὸν κ. Astokar, ἐπιτυχέστατον ὀδοντοϊατρόν, δεξιώτατον ἐξαγωγέα καὶ εὐσυνειδητον, τοῦτο μαρτυροῦσιν οἱ ὑπ' αὐτοῦ συστηθέντες πελάται μου. Β. Α. Παντελάκης, ἰατρὸς ἐν Πειραιεῖ [1373, 282, 1473, 552]
sub-heading-4: Παρὰ τῶν [546, 1494, 625, 1510]
elixirion-sub-1: ΑΝΤΙΠΥΡΕΤΙΚΟΝ [1155, 1031, 1290, 1047]
col1-p13: Ἐπ' εὐκαιρίᾳ τῶν γάμων τῆς πριγκηπίσσης Μαρίας μετὰ τοῦ μεγάλου δουκὸς Γεωργίου, θερμαὶ ἀντηλλάγησαν ἐκδηλώσεις μεταξὺ τοῦ ἡμετέρου Βασιλέως καὶ τοῦ Σουλτάνου. [90, 1181, 385, 1282]
col4-p10: Ἔπειτα δέ, ἀναγνωρίσασά με — Α! ὁ κύριος τῆς μέσ. Ἐκάθισθε εἰς τὴν πρώτην σειράν. Δὲν εἶνε ἔτσι; [900, 1154, 1145, 1198]
col4-p17: »Ἀλλ' ὁ σύζυγός μου, ὁ ὁποῖος τὸν ὑποστηρίζει πάντοτε διὰ τὸ παιδί, ἀπήντησεν ὅτι δὲν ἠμποροῦσε νὰ ἀφήσῃ τὸν θίασον· καὶ μὲ ἀπέσπασε διὰ τῆς βίας ἀπὸ τὴν κλίνην [900, 1618, 1145, 1692]
col1-p11: Ἀσφαλὲς ἐκ Κωνσταντινουπόλεως πληροφορίαι βεβαιοῦσιν, ὅτι οἱ πρεσβευταὶ τῶν Μεγάλων Δυνάμεων, τῶν ὁποίων ἐζητήθη ἡ διαιτησία διὰ τὴν προσωρινὴν συμφωνίαν, δὲν θὰ ἐξομοιώσωσι τοὺς Ἕλληνας πρὸς τοὺς ὑπηκόους τῶν ἄλλων κρατῶν, ἀλλ' οὔτε θὰ κατατάξουσιν αὐτοὺς εἰς τὴν τάξιν τῶν Ρουμάνων καὶ Σέρβων. [90, 886, 385, 1055]
separator [686, 1169, 839, 1170]
separator [441, 787, 579, 788]
col4-p6: Τὴν ἀνεγνώρισα ἀμέσως. Ἦτο ἡ δεσποινὶς Ἑρμιόνη! [900, 966, 1145, 995]
dental-text-3: ΟΙ ΩΡΑΙΟΤΕΡΟΙ ΤΕΧΝΗΤΟΙ ΟΔΟΝΤΕΣ [1152, 300, 1191, 534]
col3-p5: Πολεμικαὶ ἐπιχειρήσεις παρὰ τὴν Πρέθεζαν. Τοιοῦτον φέρει τίτλον βιβλίον ἐκδοθὲν ὑπὸ διακεκριμένου ἀξιωματικοῦ κρυπτομένου ὑπὸ τὸ ψευδώνυμον Κάθμιος. Ἐν τῷ βιβλίῳ τούτῳ, γεγραμμένῳ μετὰ πολλῆς γλαφυρότητος καὶ καλλιεπείας, περιγράφονται πιστῶς τὰ γενόμενα κατὰ τὸν πόλεμον. [635, 917, 890, 1036]
advert-divider [392, 272, 1548, 273]
